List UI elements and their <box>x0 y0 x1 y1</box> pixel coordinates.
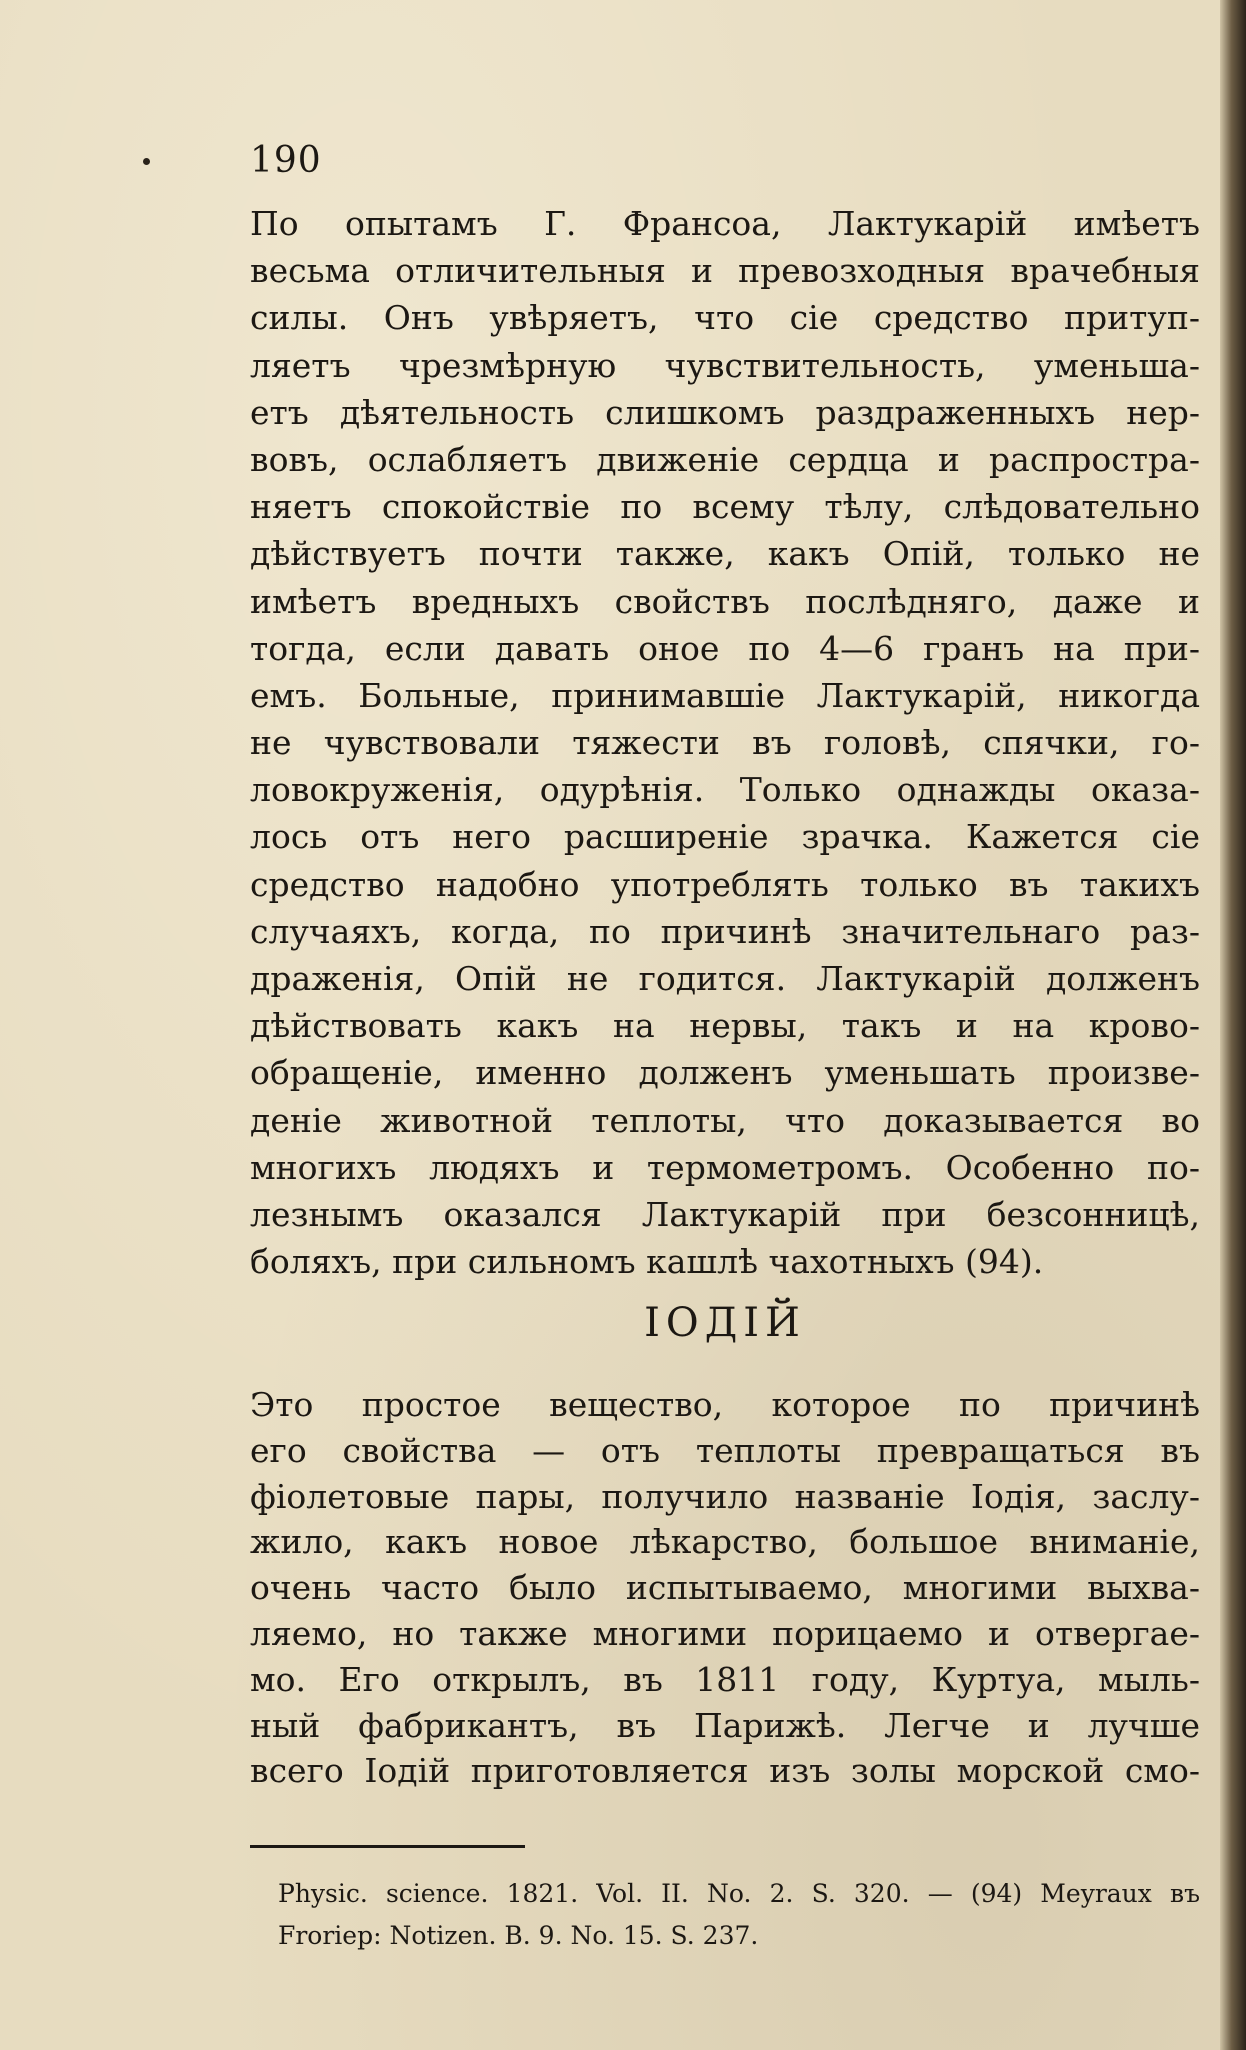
footnote-line: Froriep: Notizen. B. 9. No. 15. S. 237. <box>278 1921 759 1950</box>
footnote-line: Physic. science. 1821. Vol. II. No. 2. S. 320. — (94) Meyraux въ <box>278 1879 1200 1908</box>
paragraph-iodine <box>250 1382 1200 1794</box>
paragraph-lactucarium <box>250 200 1200 1285</box>
page-edge-shadow <box>1220 0 1246 2050</box>
text-line: вовъ, ослабляетъ движеніе сердца и распростра- <box>250 439 1200 479</box>
text-line: его свойства — отъ теплоты превращаться въ <box>250 1430 1200 1470</box>
text-line: лезнымъ оказался Лактукарій при безсонницѣ, <box>250 1194 1200 1234</box>
text-line: деніе животной теплоты, что доказывается во <box>250 1100 1200 1140</box>
text-line: не чувствовали тяжести въ головѣ, спячки, го- <box>250 723 1200 763</box>
text-line: лось отъ него расширеніе зрачка. Кажется сіе <box>250 817 1200 857</box>
text-line: всего Іодій приготовляется изъ золы морской смо- <box>250 1751 1200 1791</box>
footnote-rule <box>250 1845 525 1848</box>
text-line: няетъ спокойствіе по всему тѣлу, слѣдовательно <box>250 487 1200 527</box>
text-line: дѣйствовать какъ на нервы, такъ и на крово- <box>250 1006 1200 1046</box>
text-line: случаяхъ, когда, по причинѣ значительнаго раз- <box>250 911 1200 951</box>
text-line: ляетъ чрезмѣрную чувствительность, уменьша- <box>250 345 1200 385</box>
text-line: емъ. Больные, принимавшіе Лактукарій, никогда <box>250 675 1200 715</box>
section-heading: ІОДІЙ <box>644 1300 806 1346</box>
footnotes <box>278 1873 1200 1957</box>
text-line: ловокруженія, одурѣнія. Только однажды оказа- <box>250 770 1200 810</box>
text-line: очень часто было испытываемо, многими выхва- <box>250 1568 1200 1608</box>
text-line: силы. Онъ увѣряетъ, что сіе средство притуп- <box>250 298 1200 338</box>
text-line: дѣйствуетъ почти также, какъ Опій, только не <box>250 534 1200 574</box>
text-line: весьма отличительныя и превозходныя врачебныя <box>250 251 1200 291</box>
text-line: имѣетъ вредныхъ свойствъ послѣдняго, даже и <box>250 581 1200 621</box>
text-line: фіолетовые пары, получило названіе Іодія, заслу- <box>250 1476 1200 1516</box>
text-line: ный фабрикантъ, въ Парижѣ. Легче и лучше <box>250 1705 1200 1745</box>
text-line: средство надобно употреблять только въ такихъ <box>250 864 1200 904</box>
text-line: мо. Его открылъ, въ 1811 году, Куртуа, мыль- <box>250 1659 1200 1699</box>
text-line: Это простое вещество, которое по причинѣ <box>250 1385 1200 1424</box>
text-line: По опытамъ Г. Франсоа, Лактукарій имѣетъ <box>250 204 1200 243</box>
text-line: драженія, Опій не годится. Лактукарій долженъ <box>250 959 1200 998</box>
page-number: 190 <box>250 140 322 181</box>
text-line: боляхъ, при сильномъ кашлѣ чахотныхъ (94). <box>250 1242 1044 1282</box>
text-line: многихъ людяхъ и термометромъ. Особенно по- <box>250 1147 1200 1187</box>
text-line: обращеніе, именно долженъ уменьшать произве- <box>250 1053 1200 1093</box>
text-line: етъ дѣятельность слишкомъ раздраженныхъ нер- <box>250 392 1200 432</box>
text-line: тогда, если давать оное по 4—6 гранъ на при- <box>250 628 1200 668</box>
text-line: жило, какъ новое лѣкарство, большое вниманіе, <box>250 1522 1200 1562</box>
text-line: ляемо, но также многими порицаемо и отвергае- <box>250 1613 1200 1653</box>
margin-dot <box>143 158 150 165</box>
